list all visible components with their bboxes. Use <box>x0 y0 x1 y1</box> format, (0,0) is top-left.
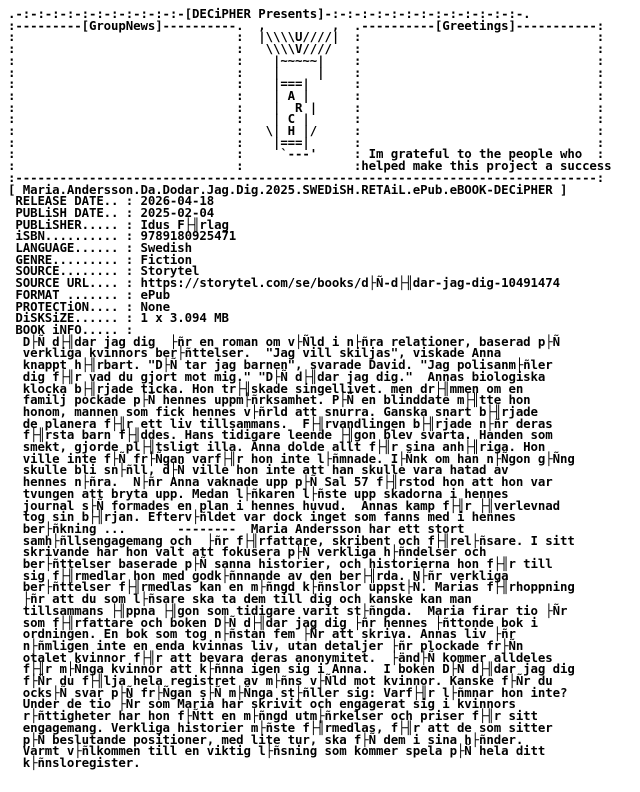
ascii-art-line: : : |\\\\U////| : : <box>8 29 605 45</box>
info-value: None <box>133 298 170 314</box>
info-value: Fiction <box>133 251 193 267</box>
info-label: PROTECTiON.... : <box>8 298 134 314</box>
info-value: 2025-02-04 <box>133 204 215 220</box>
ascii-art-line: : : | C | : : <box>8 111 605 127</box>
info-label: PUBLiSH DATE.. : <box>8 204 134 220</box>
info-value: Storytel <box>133 263 200 279</box>
book-info-line: verkliga kvinnors ber├ñttelser. "Jag vill skiljas", viskade Anna <box>22 345 502 361</box>
info-label: LANGUAGE...... : <box>8 240 134 256</box>
release-info <box>0 195 640 335</box>
book-info-line: klocka b├╢rjade ticka. Hon tr├╢skade singellivet. men dr├╢mmen om en <box>22 380 524 396</box>
nfo-ascii-art <box>0 31 640 183</box>
info-value: Swedish <box>133 240 193 256</box>
book-info-line: n├ñmligen inte en enda kvinnas liv, utan detaljer ├ñr plockade fr├Ñn <box>22 637 524 653</box>
ascii-art-line: : : `---' : Im grateful to the people who : <box>8 146 605 162</box>
book-info-line: sig f├╢rmedlar hon med godk├ñnnande av den ber├╢rda. N├ñr verkliga <box>22 567 509 583</box>
ascii-art-line: : : \\\\V//// : : <box>8 41 605 57</box>
ascii-art-line: : : | | : : <box>8 64 605 80</box>
book-info-line: samh├ñllsengagemang och ├ñr f├╢rfattare, skribent och f├╢rel├ñsare. I sitt <box>22 532 575 548</box>
book-info-line: tvungen att bryta upp. Medan l├ñkaren l├ñste upp skadorna i hennes <box>22 485 509 501</box>
release-title: [ Maria.Andersson.Da.Dodar.Jag.Dig.2025.SWEDiSH.RETAiL.ePub.eBOOK-DECiPHER ] <box>8 181 568 197</box>
book-info-line: de planera f├╢r ett liv tillsammans. F├╢rvandlingen b├╢rjade n├ñr deras <box>22 415 553 431</box>
book-info-line: som f├╢rfattare och boken D├Ñ d├╢dar jag dig ├ñr hennes ├ñttonde bok i <box>22 614 538 630</box>
book-info-line: journal s├Ñ formades en plan i hennes huvud. Annas kamp f├╢r ├╢verlevnad <box>22 497 560 513</box>
info-label: PUBLiSHER..... : <box>8 216 134 232</box>
info-value: 9789180925471 <box>133 228 237 244</box>
info-label: GENRE......... : <box>8 251 134 267</box>
book-info-line: p├Ñ beslutande positioner, med lite tur, ska f├Ñ dem i sina h├ñnder. <box>22 731 524 747</box>
info-label: SOURCE........ : <box>8 263 134 279</box>
info-label: FORMAT ....... : <box>8 286 134 302</box>
book-info-line: familj pockade p├Ñ hennes uppm├ñrksamhet. P├Ñ en blinddate m├╢tte hon <box>22 392 531 408</box>
book-info-line: honom, mannen som fick hennes v├ñrld att snurra. Ganska snart b├╢rjade <box>22 403 538 419</box>
book-info-line: D├Ñ d├╢dar jag dig ├ñr en roman om v├Ñld i n├ñra relationer, baserad p├Ñ <box>22 333 560 349</box>
book-info-line: k├ñnsloregister. <box>22 755 141 770</box>
info-value: Idus F├╢rlag <box>133 216 229 232</box>
book-info-line: f├╢rsta barn f├╢ddes. Hans tidigare leende ├╢gon blev svarta. Handen som <box>22 427 553 443</box>
ascii-art-line: : : :helped make this project a success <box>8 158 612 174</box>
ascii-art-line: :-------------------------------------------------------------------------------: <box>8 169 605 185</box>
nfo-header-line: .-:-:-:-:-:-:-:-:-:-:-:-[DECiPHER Presents]-:-:-:-:-:-:-:-:-:-:-:-:-:-. <box>8 6 531 21</box>
ascii-art-line: : : |~~~~~| : : <box>8 52 605 68</box>
book-info-line: Under de tio ├Ñr som Maria har skrivit och engagerat sig i kvinnors <box>22 696 516 712</box>
book-info-line: ├ñr att du som l├ñsare ska ta dem till dig och kanske kan man <box>22 591 472 607</box>
book-info-line: ber├ñttelser f├╢rmedlas kan en m├ñngd k├ñnslor uppst├Ñ. Marias f├╢rhoppning <box>22 579 575 595</box>
book-info-line: tog sin b├╢rjan. Efterv├ñldet var dock inget som fanns med i hennes <box>22 509 516 525</box>
book-info-line: hennes n├ñra. N├ñr Anna vaknade upp p├Ñ Sal 57 f├╢rstod hon att hon var <box>22 474 553 490</box>
book-info-line: Varmt v├ñlkommen till en viktig l├ñsning som kommer spela p├Ñ hela ditt <box>22 743 546 759</box>
book-info-line: knappt h├╢rbart. "D├Ñ tar jag barnen", svarade David. "Jag polisanm├ñler <box>22 357 553 373</box>
book-info-line: tillsammans ├╢ppna ├╢gon som tidigare varit st├ñngda. Maria firar tio ├Ñr <box>22 602 568 618</box>
book-info-line: ber├ñkning ... -------- Maria Andersson har ett stort <box>22 520 465 536</box>
info-label: DiSKSiZE...... : <box>8 310 134 326</box>
ascii-art-line: : : \| H |/ : : <box>8 123 605 139</box>
nfo-boxes-top: :---------[GroupNews]----------. , , .----------[Greetings]-----------: <box>8 17 605 33</box>
book-info-line: skrivande har hon valt att fokusera p├Ñ verkliga h├ñndelser och <box>22 544 487 560</box>
ascii-art-line: : : |===| : : <box>8 76 605 92</box>
ascii-art-line: : : | A | : : <box>8 87 605 103</box>
ascii-art-line: : : | R | : : <box>8 99 605 115</box>
book-info-line: f├Ñr du f├╢lja hela registret av m├ñns v├Ñld mot kvinnor. Kanske f├Ñr du <box>22 673 553 689</box>
book-info-line: dig f├╢r vad du gjort mot mig." "D├Ñ d├╢dar jag dig." Annas biologiska <box>22 368 546 384</box>
info-value: 1 x 3.094 MB <box>133 310 229 326</box>
book-info-line: skulle bli sn├ñll, d├Ñ ville hon inte att han skulle vara hatad av <box>22 462 509 478</box>
info-label: BOOK iNFO..... : <box>8 321 134 337</box>
info-label: iSBN.......... : <box>8 228 134 244</box>
book-info-line: ocks├Ñ svar p├Ñ fr├Ñgan s├Ñ m├Ñnga st├ñller sig: Varf├╢r l├ñmnar hon inte? <box>22 684 568 700</box>
info-label: SOURCE URL.... : <box>8 275 134 291</box>
book-info-line: r├ñttigheter har hon f├Ñtt en m├ñngd utm├ñrkelser och priser f├╢r sitt <box>22 708 538 724</box>
info-value: https://storytel.com/se/books/d├Ñ-d├╢dar-jag-dig-10491474 <box>133 275 560 291</box>
ascii-art-line: : : |===| : : <box>8 134 605 150</box>
info-value: ePub <box>133 286 170 302</box>
info-value: 2026-04-18 <box>133 193 215 209</box>
book-info-line: ber├ñttelser baserade p├Ñ sanna historier, och historierna hon f├╢r till <box>22 556 553 572</box>
book-info-line: ordningen. En bok som tog n├ñstan fem ├Ñr att skriva. Annas liv ├ñr <box>22 626 516 642</box>
info-label: RELEASE DATE.. : <box>8 193 134 209</box>
book-info-text <box>0 333 640 770</box>
book-info-line: ville inte f├Ñ fr├Ñgan varf├╢r hon inte l├ñmnade. I├Ñnk om han n├Ñgon g├Ñng <box>22 450 575 466</box>
book-info-line: f├╢r m├Ñnga kvinnor att k├ñnna igen sig i Anna. I boken D├Ñ d├╢dar jag dig <box>22 661 575 677</box>
book-info-line: smekt, gjorde pl├╢tsligt illa. Anna dolde allt f├╢r sina anh├╢riga. Hon <box>22 439 546 455</box>
book-info-line: otalet kvinnor f├╢r att bevara deras anonymitet. ├änd├Ñ kommer alldeles <box>22 649 553 665</box>
book-info-line: engagemang. Verkliga historier m├ñste f├╢rmedlas, f├╢r att de som sitter <box>22 719 553 735</box>
